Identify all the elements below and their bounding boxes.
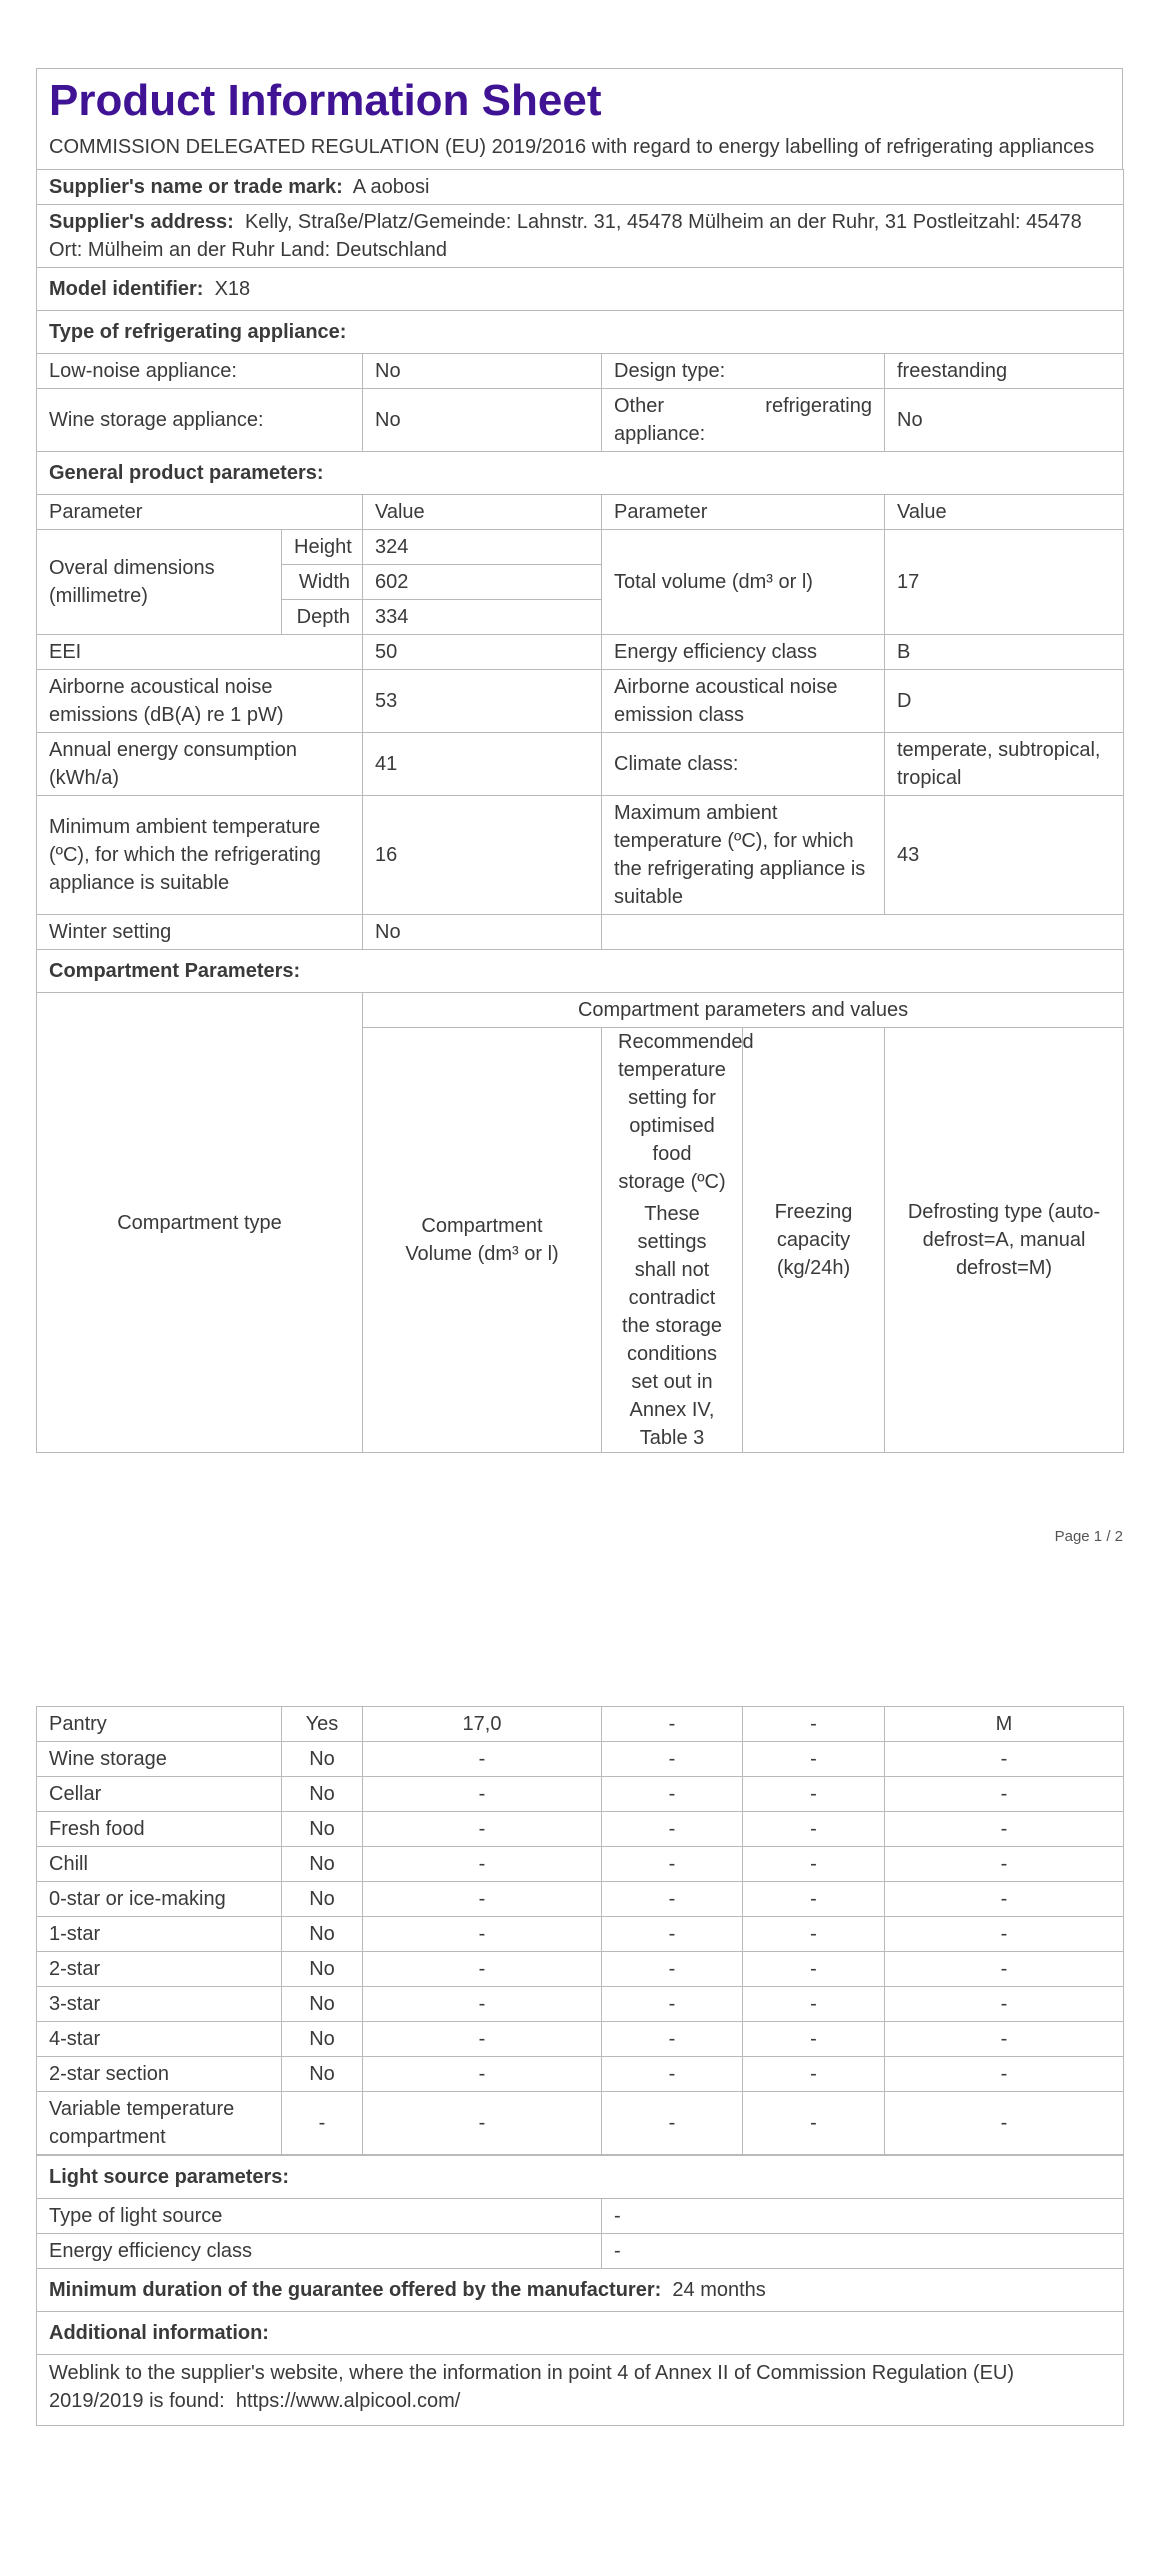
compartment-row [37,1917,1124,1952]
compartment-freezing: - [743,1847,885,1882]
light-heading-row [37,2156,1124,2199]
total-volume-label: Total volume (dm³ or l) [602,530,885,635]
eei-row [37,635,1124,670]
winter-value: No [363,915,602,950]
recommended-temp-note: These settings shall not contradict the storage conditions set out in Annex IV, Table 3 [621,1203,723,1449]
noise-label: Airborne acoustical noise emissions (dB(A) re 1 pW) [37,670,363,733]
compartment-defrost: - [885,1847,1124,1882]
winter-row [37,915,1124,950]
col-parameter-2: Parameter [602,495,885,530]
light-class-label: Energy efficiency class [37,2234,602,2269]
col-value-2: Value [885,495,1124,530]
model-value: X18 [214,278,251,300]
supplier-address-row [37,205,1124,268]
additional-heading: Additional information: [37,2312,1124,2355]
compartment-type: Fresh food [37,1812,282,1847]
compartment-temp: - [602,1742,743,1777]
compartment-temp: - [602,1707,743,1742]
compartment-defrost: - [885,1812,1124,1847]
compartment-type: 3-star [37,1987,282,2022]
eei-value: 50 [363,635,602,670]
compartment-type: Cellar [37,1777,282,1812]
compartment-freezing: - [743,1882,885,1917]
compartment-row [37,2092,1124,2155]
light-type-row [37,2199,1124,2234]
compartment-table [36,1706,1124,2155]
light-class-value: - [602,2234,1124,2269]
max-temp-label: Maximum ambient temperature (ºC), for which the refrigerating appliance is suitable [602,796,885,915]
supplier-name-row [37,170,1124,205]
height-value: 324 [363,530,602,565]
compartment-present: No [282,1952,363,1987]
light-heading: Light source parameters: [37,2156,1124,2199]
compartment-freezing: - [743,2092,885,2155]
compartment-row [37,1882,1124,1917]
weblink-row [37,2355,1124,2426]
compartment-present: No [282,1847,363,1882]
compartment-freezing: - [743,1987,885,2022]
compartment-present: No [282,1987,363,2022]
compartment-present: No [282,1777,363,1812]
max-temp-value: 43 [885,796,1124,915]
compartment-defrost: - [885,2022,1124,2057]
compartment-rows [37,1707,1124,2155]
compartment-volume: 17,0 [363,1707,602,1742]
compartment-temp: - [602,2022,743,2057]
regulation-text: COMMISSION DELEGATED REGULATION (EU) 2019/2016 with regard to energy labelling of refrigerating appliances [49,136,1095,158]
compartment-defrost: - [885,1917,1124,1952]
compartment-type: 4-star [37,2022,282,2057]
compartment-row [37,1847,1124,1882]
compartment-row [37,1742,1124,1777]
compartment-volume: - [363,2092,602,2155]
compartment-row [37,2057,1124,2092]
compartment-present: No [282,1742,363,1777]
compartment-temp: - [602,1952,743,1987]
low-noise-label: Low-noise appliance: [37,354,363,389]
compartment-freezing: - [743,1707,885,1742]
general-heading: General product parameters: [37,452,1124,495]
weblink-url[interactable]: https://www.alpicool.com/ [235,2390,461,2412]
noise-class-value: D [885,670,1124,733]
min-temp-label: Minimum ambient temperature (ºC), for which the refrigerating appliance is suitable [37,796,363,915]
model-label: Model identifier: [49,278,204,300]
weblink-text: Weblink to the supplier's website, where the information in point 4 of Annex II of Commission Regulation (EU) 2019/2019 is found: [49,2362,1015,2412]
low-noise-row [37,354,1124,389]
supplier-address-value: Kelly, Straße/Platz/Gemeinde: Lahnstr. 31, 45478 Mülheim an der Ruhr, 31 Postleitzahl: 45478 Ort: Mülheim an der Ruhr Land: Deutschland [49,211,1082,261]
guarantee-value: 24 months [672,2279,766,2301]
guarantee-label: Minimum duration of the guarantee offered by the manufacturer: [49,2279,662,2301]
compartment-temp: - [602,1777,743,1812]
compartment-volume: - [363,2022,602,2057]
compartment-temp: - [602,1882,743,1917]
compartment-temp: - [602,1987,743,2022]
climate-value: temperate, subtropical, tropical [885,733,1124,796]
annual-energy-value: 41 [363,733,602,796]
compartment-volume: - [363,1882,602,1917]
compartment-present: - [282,2092,363,2155]
width-value: 602 [363,565,602,600]
supplier-address-label: Supplier's address: [49,211,234,233]
header-block [36,68,1123,169]
total-volume-value: 17 [885,530,1124,635]
compartment-volume: - [363,1847,602,1882]
annual-energy-row [37,733,1124,796]
design-type-value: freestanding [885,354,1124,389]
page-number: Page 1 / 2 [1054,1528,1123,1545]
compartment-freezing: - [743,1812,885,1847]
min-temp-value: 16 [363,796,602,915]
compartment-temp: - [602,2092,743,2155]
eei-label: EEI [37,635,363,670]
design-type-label: Design type: [602,354,885,389]
winter-empty-cell [602,915,1124,950]
wine-storage-value: No [363,389,602,452]
col-compartment-type: Compartment type [37,993,363,1453]
compartment-temp: - [602,1812,743,1847]
compartment-present: Yes [282,1707,363,1742]
other-appliance-value: No [885,389,1124,452]
height-label: Height [282,530,363,565]
compartment-defrost: - [885,1777,1124,1812]
col-defrosting-type: Defrosting type (auto-defrost=A, manual defrost=M) [885,1028,1124,1453]
compartment-freezing: - [743,1742,885,1777]
compartment-present: No [282,1812,363,1847]
model-row [37,268,1124,311]
light-type-value: - [602,2199,1124,2234]
compartment-freezing: - [743,1917,885,1952]
energy-class-label: Energy efficiency class [602,635,885,670]
supplier-name-label: Supplier's name or trade mark: [49,176,343,198]
compartment-volume: - [363,1952,602,1987]
compartment-type: 1-star [37,1917,282,1952]
low-noise-value: No [363,354,602,389]
compartment-group-header [37,993,1124,1028]
wine-storage-label: Wine storage appliance: [37,389,363,452]
compartment-present: No [282,1882,363,1917]
compartment-row [37,1812,1124,1847]
annual-energy-label: Annual energy consumption (kWh/a) [37,733,363,796]
compartment-defrost: - [885,2057,1124,2092]
compartment-freezing: - [743,1777,885,1812]
compartment-type: 2-star [37,1952,282,1987]
compartment-type: 2-star section [37,2057,282,2092]
compartment-freezing: - [743,2022,885,2057]
compartment-temp: - [602,1917,743,1952]
supplier-name-value: A aobosi [352,176,430,198]
compartment-type: Pantry [37,1707,282,1742]
noise-row [37,670,1124,733]
compartment-present: No [282,2057,363,2092]
compartment-heading: Compartment Parameters: [37,950,1124,993]
compartment-defrost: - [885,1882,1124,1917]
compartment-type: Variable temperature compartment [37,2092,282,2155]
compartment-params-header: Compartment parameters and values [363,993,1124,1028]
compartment-temp: - [602,1847,743,1882]
wine-storage-row [37,389,1124,452]
compartment-temp: - [602,2057,743,2092]
col-compartment-volume: Compartment Volume (dm³ or l) [363,1028,602,1453]
col-freezing-capacity: Freezing capacity (kg/24h) [743,1028,885,1453]
ambient-temp-row [37,796,1124,915]
noise-value: 53 [363,670,602,733]
appliance-type-heading: Type of refrigerating appliance: [37,311,1124,354]
compartment-freezing: - [743,1952,885,1987]
compartment-volume: - [363,1777,602,1812]
depth-label: Depth [282,600,363,635]
additional-heading-row [37,2312,1124,2355]
compartment-defrost: - [885,2092,1124,2155]
compartment-present: No [282,1917,363,1952]
compartment-row [37,1987,1124,2022]
compartment-freezing: - [743,2057,885,2092]
light-type-label: Type of light source [37,2199,602,2234]
light-guarantee-table [36,2155,1124,2426]
other-appliance-label: Other refrigerating appliance: [602,389,885,452]
dimensions-label: Overal dimensions (millimetre) [37,530,282,635]
compartment-type: Chill [37,1847,282,1882]
col-recommended-temp [602,1028,754,1453]
compartment-type: Wine storage [37,1742,282,1777]
appliance-type-heading-row [37,311,1124,354]
compartment-row [37,1952,1124,1987]
compartment-defrost: - [885,1987,1124,2022]
depth-value: 334 [363,600,602,635]
height-row [37,530,1124,565]
compartment-volume: - [363,2057,602,2092]
climate-label: Climate class: [602,733,885,796]
width-label: Width [282,565,363,600]
compartment-volume: - [363,1742,602,1777]
compartment-row [37,1777,1124,1812]
col-value: Value [363,495,602,530]
compartment-defrost: - [885,1742,1124,1777]
compartment-defrost: M [885,1707,1124,1742]
compartment-type: 0-star or ice-making [37,1882,282,1917]
compartment-volume: - [363,1917,602,1952]
page-title: Product Information Sheet [37,68,1122,131]
compartment-present: No [282,2022,363,2057]
energy-class-value: B [885,635,1124,670]
compartment-defrost: - [885,1952,1124,1987]
sheet-page-1 [36,68,1123,1453]
winter-label: Winter setting [37,915,363,950]
general-heading-row [37,452,1124,495]
light-class-row [37,2234,1124,2269]
recommended-temp-text: Recommended temperature setting for optimised food storage (ºC) [618,1031,754,1193]
compartment-row [37,1707,1124,1742]
compartment-row [37,2022,1124,2057]
info-table [36,169,1124,1453]
guarantee-row [37,2269,1124,2312]
noise-class-label: Airborne acoustical noise emission class [602,670,885,733]
compartment-heading-row [37,950,1124,993]
compartment-volume: - [363,1812,602,1847]
col-parameter: Parameter [37,495,363,530]
general-column-headers [37,495,1124,530]
compartment-volume: - [363,1987,602,2022]
sheet-page-2 [36,1706,1123,2426]
